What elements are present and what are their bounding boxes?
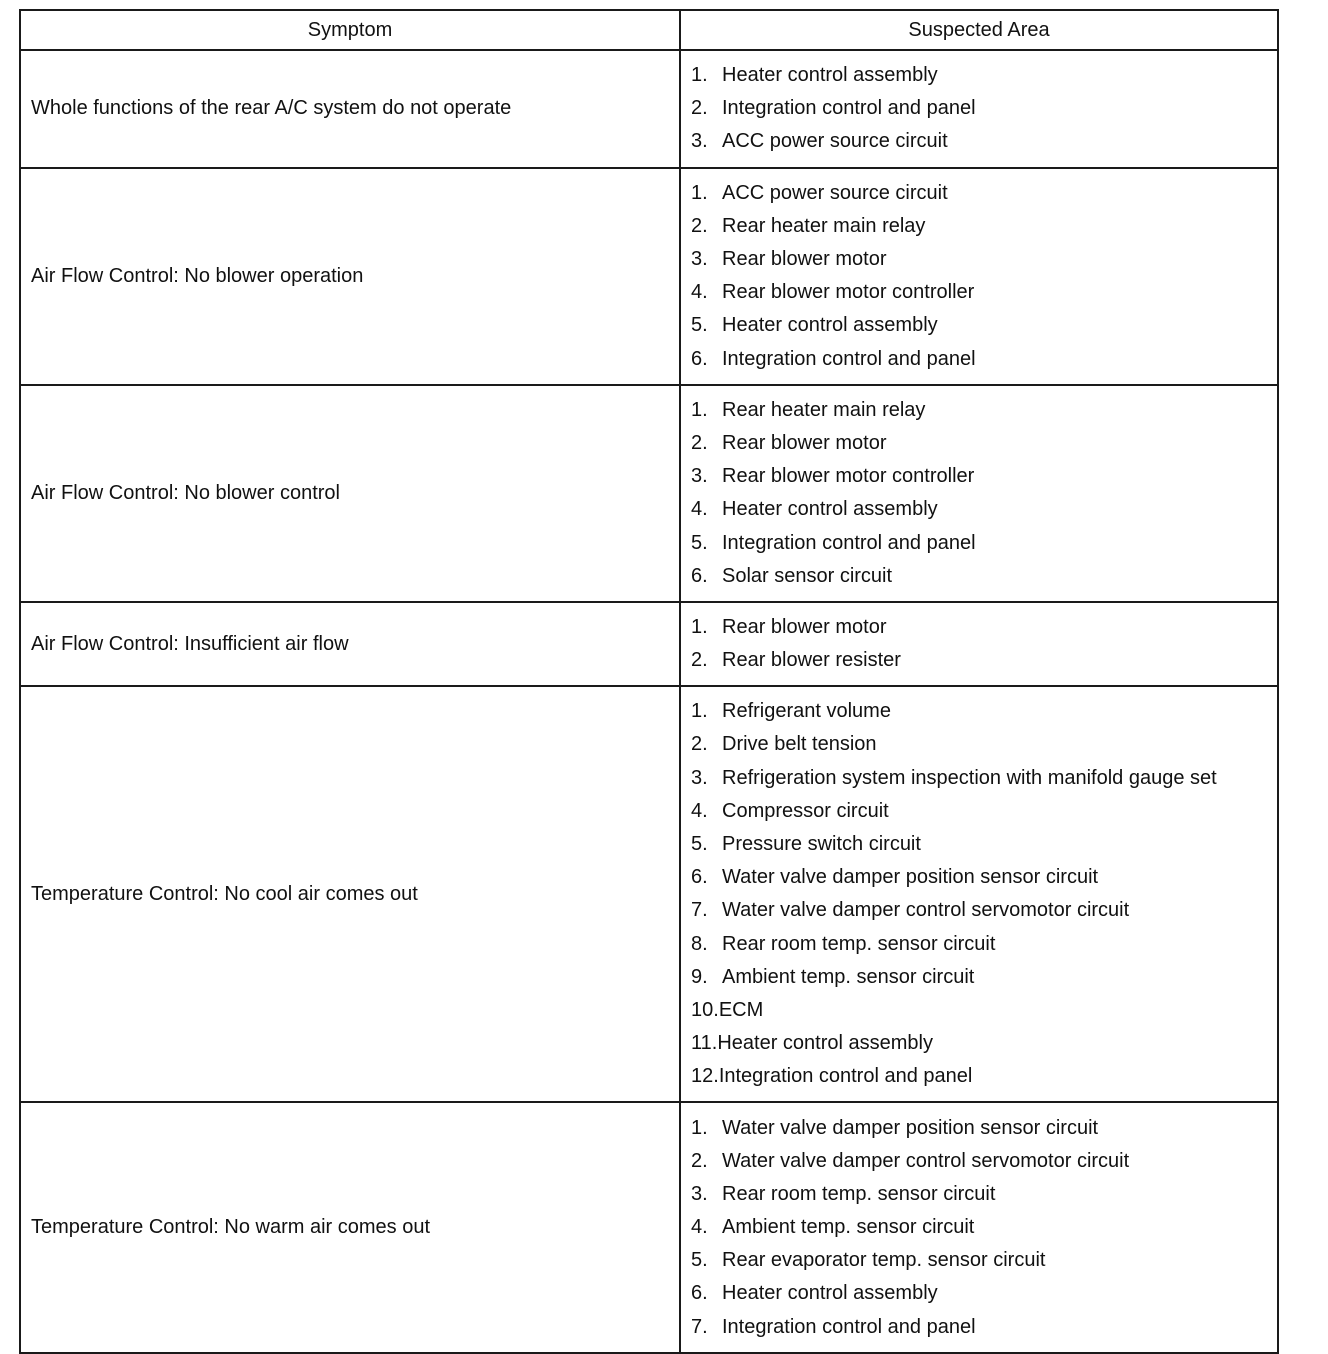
item-number: 4.	[691, 799, 708, 822]
item-number: 3.	[691, 130, 708, 153]
suspected-area-item	[691, 762, 1269, 795]
item-number: 6.	[691, 866, 708, 889]
suspected-area-item	[691, 243, 1269, 276]
item-text: Water valve damper position sensor circuit	[722, 1116, 1099, 1139]
item-number: 11.	[691, 1032, 718, 1055]
suspected-area-cell	[680, 602, 1278, 686]
item-text: Rear blower motor	[722, 615, 887, 638]
item-text: Rear blower motor	[722, 431, 887, 454]
item-text: Heater control assembly	[717, 1032, 933, 1055]
suspected-area-item	[691, 210, 1269, 243]
suspected-area-item	[691, 928, 1269, 961]
item-text: Integration control and panel	[722, 347, 976, 370]
item-text: Refrigeration system inspection with manifold gauge set	[722, 766, 1217, 789]
suspected-area-item	[691, 961, 1269, 994]
item-number: 4.	[691, 1216, 708, 1239]
suspected-area-item	[691, 1277, 1269, 1310]
item-text: ACC power source circuit	[722, 181, 948, 204]
item-number: 8.	[691, 932, 708, 955]
suspected-area-item	[691, 728, 1269, 761]
suspected-area-item	[691, 276, 1269, 309]
symptom-table	[19, 9, 1279, 1354]
suspected-area-item	[691, 526, 1269, 559]
item-text: Integration control and panel	[722, 531, 976, 554]
suspected-area-item	[691, 1060, 1269, 1093]
item-number: 4.	[691, 498, 708, 521]
table-row	[20, 602, 1278, 686]
suspected-area-item	[691, 611, 1269, 644]
item-number: 1.	[691, 615, 708, 638]
item-number: 3.	[691, 248, 708, 271]
suspected-area-list	[691, 695, 1269, 1093]
suspected-area-cell	[680, 1102, 1278, 1352]
suspected-area-item	[691, 460, 1269, 493]
suspected-area-cell	[680, 686, 1278, 1102]
item-number: 1.	[691, 700, 708, 723]
item-number: 1.	[691, 1116, 708, 1139]
symptom-cell: Temperature Control: No cool air comes out	[20, 686, 680, 1102]
suspected-area-item	[691, 177, 1269, 210]
suspected-area-item	[691, 795, 1269, 828]
suspected-area-item	[691, 828, 1269, 861]
item-number: 5.	[691, 1249, 708, 1272]
table-row	[20, 50, 1278, 168]
item-number: 6.	[691, 1282, 708, 1305]
item-text: Compressor circuit	[722, 799, 889, 822]
suspected-area-list	[691, 611, 1269, 677]
item-text: Drive belt tension	[722, 733, 877, 756]
table-row	[20, 385, 1278, 602]
suspected-area-item	[691, 394, 1269, 427]
suspected-area-item	[691, 861, 1269, 894]
item-number: 5.	[691, 314, 708, 337]
suspected-area-item	[691, 343, 1269, 376]
item-text: Integration control and panel	[718, 1065, 973, 1088]
item-text: Refrigerant volume	[722, 700, 891, 723]
table-row	[20, 1102, 1278, 1352]
item-text: Rear blower motor controller	[722, 281, 975, 304]
item-number: 2.	[691, 1149, 708, 1172]
item-number: 1.	[691, 398, 708, 421]
table-header-row	[20, 10, 1278, 50]
item-number: 2.	[691, 733, 708, 756]
suspected-area-item	[691, 1244, 1269, 1277]
table-row	[20, 168, 1278, 385]
item-number: 12.	[691, 1065, 719, 1088]
suspected-area-item	[691, 644, 1269, 677]
suspected-area-item	[691, 1111, 1269, 1144]
suspected-area-cell	[680, 168, 1278, 385]
item-text: ACC power source circuit	[722, 130, 948, 153]
suspected-area-column-header: Suspected Area	[680, 10, 1278, 50]
suspected-area-item	[691, 1311, 1269, 1344]
item-number: 1.	[691, 181, 708, 204]
table-row	[20, 686, 1278, 1102]
symptom-cell: Whole functions of the rear A/C system do not operate	[20, 50, 680, 168]
item-text: Integration control and panel	[722, 97, 976, 120]
item-number: 3.	[691, 766, 708, 789]
item-text: Pressure switch circuit	[722, 833, 921, 856]
symptom-cell: Air Flow Control: No blower operation	[20, 168, 680, 385]
item-text: Heater control assembly	[722, 314, 938, 337]
item-text: Ambient temp. sensor circuit	[722, 1216, 975, 1239]
item-number: 10.	[691, 998, 719, 1021]
suspected-area-item	[691, 309, 1269, 342]
item-number: 5.	[691, 833, 708, 856]
suspected-area-list	[691, 177, 1269, 376]
suspected-area-list	[691, 59, 1269, 159]
item-text: Water valve damper control servomotor circuit	[722, 899, 1130, 922]
item-number: 1.	[691, 64, 708, 87]
item-text: Rear blower motor controller	[722, 465, 975, 488]
item-number: 6.	[691, 564, 708, 587]
item-number: 6.	[691, 347, 708, 370]
item-text: Heater control assembly	[722, 498, 938, 521]
item-text: Water valve damper position sensor circuit	[722, 866, 1099, 889]
suspected-area-item	[691, 493, 1269, 526]
item-number: 5.	[691, 531, 708, 554]
suspected-area-item	[691, 994, 1269, 1027]
symptom-cell: Air Flow Control: Insufficient air flow	[20, 602, 680, 686]
item-number: 9.	[691, 965, 708, 988]
suspected-area-item	[691, 1027, 1269, 1060]
suspected-area-item	[691, 125, 1269, 158]
item-number: 7.	[691, 1315, 708, 1338]
suspected-area-cell	[680, 385, 1278, 602]
suspected-area-item	[691, 560, 1269, 593]
item-text: Heater control assembly	[722, 64, 938, 87]
item-text: Integration control and panel	[722, 1315, 976, 1338]
suspected-area-item	[691, 92, 1269, 125]
item-text: Rear heater main relay	[722, 398, 926, 421]
item-number: 7.	[691, 899, 708, 922]
suspected-area-item	[691, 894, 1269, 927]
item-text: Heater control assembly	[722, 1282, 938, 1305]
suspected-area-item	[691, 1211, 1269, 1244]
item-number: 2.	[691, 649, 708, 672]
item-text: Rear room temp. sensor circuit	[722, 1182, 996, 1205]
table-body	[20, 50, 1278, 1353]
item-text: Ambient temp. sensor circuit	[722, 965, 975, 988]
item-text: Rear blower resister	[722, 649, 901, 672]
item-text: Rear blower motor	[722, 248, 887, 271]
symptom-cell: Temperature Control: No warm air comes out	[20, 1102, 680, 1352]
item-number: 2.	[691, 214, 708, 237]
item-number: 2.	[691, 431, 708, 454]
item-text: ECM	[718, 998, 764, 1021]
suspected-area-item	[691, 1145, 1269, 1178]
item-text: Rear room temp. sensor circuit	[722, 932, 996, 955]
item-number: 3.	[691, 1182, 708, 1205]
suspected-area-item	[691, 59, 1269, 92]
symptom-cell: Air Flow Control: No blower control	[20, 385, 680, 602]
item-text: Rear evaporator temp. sensor circuit	[722, 1249, 1046, 1272]
suspected-area-list	[691, 394, 1269, 593]
symptom-column-header: Symptom	[20, 10, 680, 50]
suspected-area-item	[691, 427, 1269, 460]
item-number: 2.	[691, 97, 708, 120]
item-text: Rear heater main relay	[722, 214, 926, 237]
item-text: Solar sensor circuit	[722, 564, 893, 587]
suspected-area-list	[691, 1111, 1269, 1343]
suspected-area-item	[691, 695, 1269, 728]
suspected-area-cell	[680, 50, 1278, 168]
item-number: 4.	[691, 281, 708, 304]
item-text: Water valve damper control servomotor circuit	[722, 1149, 1130, 1172]
suspected-area-item	[691, 1178, 1269, 1211]
item-number: 3.	[691, 465, 708, 488]
